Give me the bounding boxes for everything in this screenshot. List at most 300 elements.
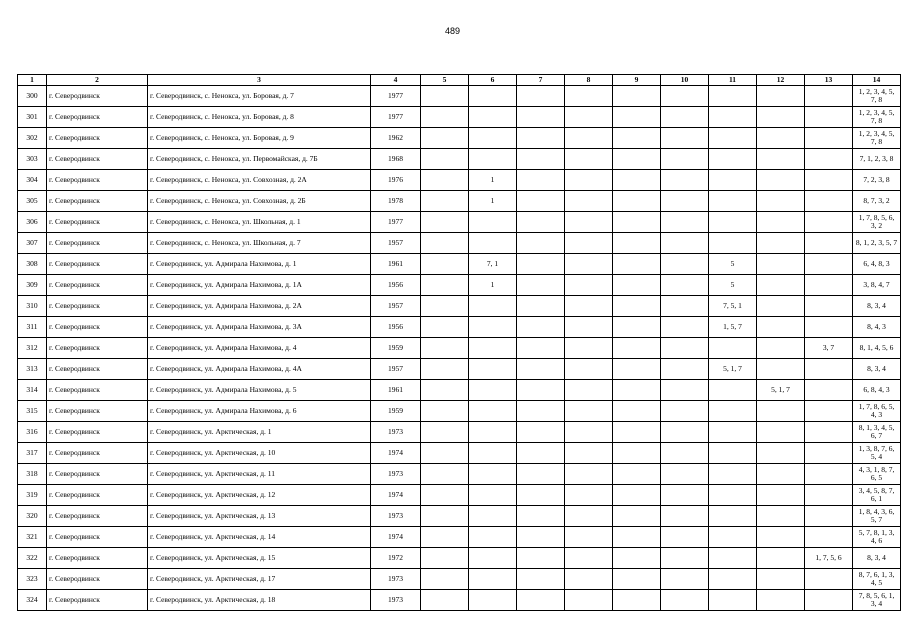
table-cell bbox=[613, 317, 661, 338]
table-cell bbox=[421, 527, 469, 548]
table-cell: 1956 bbox=[371, 317, 421, 338]
table-cell: 1 bbox=[469, 275, 517, 296]
table-cell: 8, 7, 6, 1, 3, 4, 5 bbox=[853, 569, 901, 590]
table-cell bbox=[469, 107, 517, 128]
table-row bbox=[18, 296, 901, 317]
table-cell bbox=[661, 338, 709, 359]
table-cell: г. Северодвинск, ул. Арктическая, д. 10 bbox=[148, 443, 371, 464]
table-cell: г. Северодвинск bbox=[47, 254, 148, 275]
table-cell: 1973 bbox=[371, 464, 421, 485]
table-cell bbox=[421, 464, 469, 485]
table-cell bbox=[421, 485, 469, 506]
table-cell: 8, 4, 3 bbox=[853, 317, 901, 338]
table-row bbox=[18, 170, 901, 191]
table-cell bbox=[613, 506, 661, 527]
table-cell bbox=[421, 338, 469, 359]
table-cell: 316 bbox=[18, 422, 47, 443]
table-cell: г. Северодвинск, с. Ненокса, ул. Первомайская, д. 7Б bbox=[148, 149, 371, 170]
table-cell bbox=[565, 254, 613, 275]
table-cell bbox=[709, 380, 757, 401]
table-cell bbox=[661, 422, 709, 443]
table-cell bbox=[805, 380, 853, 401]
table-cell: г. Северодвинск bbox=[47, 275, 148, 296]
table-cell: 314 bbox=[18, 380, 47, 401]
table-cell bbox=[805, 296, 853, 317]
table-cell bbox=[565, 149, 613, 170]
table-cell bbox=[805, 590, 853, 611]
table-cell bbox=[709, 527, 757, 548]
table-cell: 1, 7, 5, 6 bbox=[805, 548, 853, 569]
table-cell bbox=[805, 317, 853, 338]
table-cell bbox=[565, 212, 613, 233]
table-cell bbox=[517, 485, 565, 506]
table-cell: 3, 4, 5, 8, 7, 6, 1 bbox=[853, 485, 901, 506]
table-cell bbox=[565, 590, 613, 611]
table-cell: 1974 bbox=[371, 485, 421, 506]
table-body bbox=[18, 86, 901, 611]
table-cell bbox=[565, 191, 613, 212]
table-cell: г. Северодвинск, ул. Арктическая, д. 12 bbox=[148, 485, 371, 506]
table-cell: г. Северодвинск bbox=[47, 191, 148, 212]
page-number: 489 bbox=[444, 26, 461, 36]
table-cell bbox=[757, 296, 805, 317]
table-cell bbox=[661, 254, 709, 275]
table-cell: г. Северодвинск, ул. Адмирала Нахимова, д. 5 bbox=[148, 380, 371, 401]
column-header: 2 bbox=[47, 75, 148, 86]
table-cell: 1978 bbox=[371, 191, 421, 212]
table-cell bbox=[757, 338, 805, 359]
table-cell: г. Северодвинск bbox=[47, 485, 148, 506]
table-cell bbox=[517, 506, 565, 527]
table-cell: 1974 bbox=[371, 443, 421, 464]
table-cell bbox=[709, 338, 757, 359]
table-cell bbox=[757, 422, 805, 443]
table-cell: 311 bbox=[18, 317, 47, 338]
table-cell bbox=[469, 548, 517, 569]
table-cell bbox=[661, 401, 709, 422]
table-row bbox=[18, 443, 901, 464]
column-header: 4 bbox=[371, 75, 421, 86]
table-cell bbox=[517, 380, 565, 401]
table-cell bbox=[469, 422, 517, 443]
table-cell: 1977 bbox=[371, 107, 421, 128]
table-cell bbox=[469, 569, 517, 590]
table-cell: г. Северодвинск, ул. Адмирала Нахимова, д. 4А bbox=[148, 359, 371, 380]
table-cell bbox=[613, 569, 661, 590]
table-cell: 8, 1, 3, 4, 5, 6, 7 bbox=[853, 422, 901, 443]
table-cell bbox=[805, 359, 853, 380]
table-cell bbox=[757, 86, 805, 107]
column-header: 11 bbox=[709, 75, 757, 86]
table-cell: г. Северодвинск, с. Ненокса, ул. Боровая, д. 9 bbox=[148, 128, 371, 149]
table-cell bbox=[613, 527, 661, 548]
column-header: 6 bbox=[469, 75, 517, 86]
table-cell: 1, 7, 8, 6, 5, 4, 3 bbox=[853, 401, 901, 422]
table-cell bbox=[757, 170, 805, 191]
table-cell bbox=[469, 128, 517, 149]
table-row bbox=[18, 590, 901, 611]
table-cell bbox=[757, 212, 805, 233]
table-cell: 8, 3, 4 bbox=[853, 548, 901, 569]
table-cell: г. Северодвинск, ул. Адмирала Нахимова, д. 1А bbox=[148, 275, 371, 296]
table-cell bbox=[517, 359, 565, 380]
table-cell bbox=[565, 338, 613, 359]
table-cell bbox=[661, 233, 709, 254]
table-cell: г. Северодвинск bbox=[47, 233, 148, 254]
table-cell bbox=[565, 380, 613, 401]
table-cell bbox=[421, 212, 469, 233]
table-cell bbox=[565, 527, 613, 548]
table-cell bbox=[805, 212, 853, 233]
table-cell: г. Северодвинск, с. Ненокса, ул. Совхозная, д. 2Б bbox=[148, 191, 371, 212]
table-cell bbox=[421, 191, 469, 212]
table-cell bbox=[469, 527, 517, 548]
table-cell: г. Северодвинск, с. Ненокса, ул. Боровая, д. 7 bbox=[148, 86, 371, 107]
column-header: 10 bbox=[661, 75, 709, 86]
table-cell: 317 bbox=[18, 443, 47, 464]
table-cell: 1, 5, 7 bbox=[709, 317, 757, 338]
table-cell: г. Северодвинск bbox=[47, 107, 148, 128]
table-cell: г. Северодвинск, с. Ненокса, ул. Совхозная, д. 2А bbox=[148, 170, 371, 191]
table-cell bbox=[469, 443, 517, 464]
table-row bbox=[18, 317, 901, 338]
table-cell: 5, 7, 8, 1, 3, 4, 6 bbox=[853, 527, 901, 548]
table-cell bbox=[565, 170, 613, 191]
table-cell bbox=[613, 275, 661, 296]
table-cell bbox=[469, 317, 517, 338]
table-cell: г. Северодвинск, ул. Адмирала Нахимова, д. 3А bbox=[148, 317, 371, 338]
table-cell bbox=[805, 506, 853, 527]
table-cell bbox=[565, 359, 613, 380]
table-cell: г. Северодвинск bbox=[47, 296, 148, 317]
table-cell bbox=[661, 485, 709, 506]
table-cell bbox=[421, 380, 469, 401]
table-cell bbox=[805, 233, 853, 254]
table-cell bbox=[805, 107, 853, 128]
table-cell bbox=[661, 212, 709, 233]
column-header: 8 bbox=[565, 75, 613, 86]
table-cell: 8, 3, 4 bbox=[853, 296, 901, 317]
table-cell bbox=[757, 464, 805, 485]
table-cell bbox=[517, 212, 565, 233]
table-cell: 302 bbox=[18, 128, 47, 149]
table-cell bbox=[709, 443, 757, 464]
table-cell bbox=[661, 296, 709, 317]
table-cell bbox=[421, 86, 469, 107]
table-row bbox=[18, 212, 901, 233]
table-cell bbox=[469, 296, 517, 317]
table-cell: г. Северодвинск bbox=[47, 359, 148, 380]
table-cell: г. Северодвинск, ул. Арктическая, д. 1 bbox=[148, 422, 371, 443]
column-header: 7 bbox=[517, 75, 565, 86]
table-cell bbox=[421, 128, 469, 149]
table-cell bbox=[805, 86, 853, 107]
table-cell: 1, 7, 8, 5, 6, 3, 2 bbox=[853, 212, 901, 233]
table-cell bbox=[517, 401, 565, 422]
table-cell bbox=[805, 191, 853, 212]
table-cell: 6, 4, 8, 3 bbox=[853, 254, 901, 275]
table-cell bbox=[757, 401, 805, 422]
table-cell bbox=[421, 149, 469, 170]
table-cell bbox=[517, 569, 565, 590]
table-cell: 1, 8, 4, 3, 6, 5, 7 bbox=[853, 506, 901, 527]
table-cell bbox=[565, 443, 613, 464]
header-row bbox=[18, 75, 901, 86]
table-cell: 1956 bbox=[371, 275, 421, 296]
table-cell bbox=[517, 464, 565, 485]
table-cell: г. Северодвинск, с. Ненокса, ул. Боровая, д. 8 bbox=[148, 107, 371, 128]
table-cell bbox=[757, 485, 805, 506]
table-cell bbox=[469, 359, 517, 380]
table-cell bbox=[661, 149, 709, 170]
table-cell: 301 bbox=[18, 107, 47, 128]
table-cell bbox=[757, 191, 805, 212]
table-cell bbox=[517, 422, 565, 443]
table-cell: 315 bbox=[18, 401, 47, 422]
column-header: 14 bbox=[853, 75, 901, 86]
table-cell bbox=[517, 443, 565, 464]
column-header: 12 bbox=[757, 75, 805, 86]
table-cell bbox=[661, 128, 709, 149]
table-cell: 1962 bbox=[371, 128, 421, 149]
table-cell bbox=[613, 338, 661, 359]
table-cell bbox=[661, 443, 709, 464]
table-cell: г. Северодвинск, ул. Арктическая, д. 14 bbox=[148, 527, 371, 548]
table-cell: г. Северодвинск bbox=[47, 86, 148, 107]
table-cell: г. Северодвинск bbox=[47, 149, 148, 170]
table-cell: 307 bbox=[18, 233, 47, 254]
table-cell bbox=[613, 233, 661, 254]
table-cell bbox=[757, 128, 805, 149]
table-cell: г. Северодвинск, ул. Арктическая, д. 11 bbox=[148, 464, 371, 485]
table-cell bbox=[757, 254, 805, 275]
table-cell: 1977 bbox=[371, 86, 421, 107]
table-cell bbox=[661, 527, 709, 548]
table-cell: 1972 bbox=[371, 548, 421, 569]
table-cell bbox=[709, 506, 757, 527]
table-cell: 3, 8, 4, 7 bbox=[853, 275, 901, 296]
table-cell bbox=[469, 401, 517, 422]
table-cell bbox=[661, 359, 709, 380]
table-cell: г. Северодвинск bbox=[47, 527, 148, 548]
table-cell bbox=[805, 485, 853, 506]
table-cell bbox=[757, 359, 805, 380]
table-cell bbox=[565, 296, 613, 317]
table-cell bbox=[805, 401, 853, 422]
table-cell bbox=[517, 191, 565, 212]
table-cell bbox=[613, 212, 661, 233]
table-cell: 1959 bbox=[371, 401, 421, 422]
column-header: 5 bbox=[421, 75, 469, 86]
table-cell bbox=[661, 569, 709, 590]
table-cell bbox=[613, 464, 661, 485]
table-cell bbox=[469, 506, 517, 527]
table-cell bbox=[805, 443, 853, 464]
table-cell bbox=[565, 401, 613, 422]
table-cell bbox=[565, 107, 613, 128]
table-cell: 3, 7 bbox=[805, 338, 853, 359]
table-cell bbox=[709, 233, 757, 254]
table-cell: 1976 bbox=[371, 170, 421, 191]
table-row bbox=[18, 107, 901, 128]
table-row bbox=[18, 506, 901, 527]
table-cell: г. Северодвинск bbox=[47, 401, 148, 422]
table-cell: г. Северодвинск, ул. Адмирала Нахимова, д. 1 bbox=[148, 254, 371, 275]
table-cell bbox=[757, 548, 805, 569]
table-cell bbox=[757, 233, 805, 254]
table-cell bbox=[421, 506, 469, 527]
table-cell: 1, 3, 8, 7, 6, 5, 4 bbox=[853, 443, 901, 464]
table-cell bbox=[565, 548, 613, 569]
table-cell bbox=[421, 107, 469, 128]
table-cell: 7, 5, 1 bbox=[709, 296, 757, 317]
table-cell bbox=[661, 317, 709, 338]
table-cell bbox=[709, 128, 757, 149]
table-cell: 8, 1, 4, 5, 6 bbox=[853, 338, 901, 359]
table-cell: г. Северодвинск bbox=[47, 170, 148, 191]
table-cell: 5 bbox=[709, 275, 757, 296]
table-cell: 1957 bbox=[371, 296, 421, 317]
table-row bbox=[18, 191, 901, 212]
table-cell: 5, 1, 7 bbox=[709, 359, 757, 380]
table-cell bbox=[565, 569, 613, 590]
table-cell bbox=[709, 401, 757, 422]
table-cell: г. Северодвинск, ул. Арктическая, д. 18 bbox=[148, 590, 371, 611]
table-cell: 310 bbox=[18, 296, 47, 317]
table-row bbox=[18, 275, 901, 296]
table-cell bbox=[517, 107, 565, 128]
table-cell bbox=[613, 443, 661, 464]
table-row bbox=[18, 128, 901, 149]
table-cell bbox=[421, 317, 469, 338]
table-cell bbox=[517, 296, 565, 317]
table-cell bbox=[613, 548, 661, 569]
table-cell bbox=[421, 443, 469, 464]
table-row bbox=[18, 569, 901, 590]
table-cell: 313 bbox=[18, 359, 47, 380]
table-cell: г. Северодвинск bbox=[47, 464, 148, 485]
table-cell bbox=[517, 275, 565, 296]
table-cell bbox=[805, 464, 853, 485]
table-cell bbox=[517, 317, 565, 338]
table-cell bbox=[421, 170, 469, 191]
table-cell bbox=[757, 527, 805, 548]
table-cell bbox=[469, 149, 517, 170]
table-cell bbox=[661, 191, 709, 212]
table-cell bbox=[805, 170, 853, 191]
table-cell bbox=[565, 275, 613, 296]
table-cell bbox=[565, 86, 613, 107]
table-row bbox=[18, 233, 901, 254]
table-header bbox=[18, 75, 901, 86]
table-cell bbox=[757, 149, 805, 170]
table-cell bbox=[469, 485, 517, 506]
table-cell: г. Северодвинск bbox=[47, 569, 148, 590]
table-cell: 304 bbox=[18, 170, 47, 191]
table-cell bbox=[709, 149, 757, 170]
table-cell bbox=[565, 506, 613, 527]
table-cell: 321 bbox=[18, 527, 47, 548]
table-cell bbox=[565, 464, 613, 485]
table-cell bbox=[661, 464, 709, 485]
table-cell: 7, 1, 2, 3, 8 bbox=[853, 149, 901, 170]
table-cell bbox=[613, 380, 661, 401]
table-cell bbox=[613, 254, 661, 275]
table-row bbox=[18, 149, 901, 170]
table-cell bbox=[613, 401, 661, 422]
table-cell bbox=[517, 86, 565, 107]
table-cell: 303 bbox=[18, 149, 47, 170]
table-cell bbox=[421, 296, 469, 317]
table-cell bbox=[757, 107, 805, 128]
table-cell bbox=[565, 317, 613, 338]
table-cell bbox=[757, 506, 805, 527]
table-cell bbox=[613, 128, 661, 149]
table-cell: 320 bbox=[18, 506, 47, 527]
table-cell bbox=[709, 212, 757, 233]
table-cell bbox=[469, 86, 517, 107]
table-cell: 1974 bbox=[371, 527, 421, 548]
table-cell: г. Северодвинск bbox=[47, 338, 148, 359]
table-cell: 4, 3, 1, 8, 7, 6, 5 bbox=[853, 464, 901, 485]
table-cell bbox=[421, 275, 469, 296]
table-cell bbox=[661, 590, 709, 611]
column-header: 3 bbox=[148, 75, 371, 86]
table-cell: г. Северодвинск bbox=[47, 506, 148, 527]
table-cell bbox=[517, 548, 565, 569]
table-cell: г. Северодвинск, с. Ненокса, ул. Школьная, д. 1 bbox=[148, 212, 371, 233]
table-cell: 1, 2, 3, 4, 5, 7, 8 bbox=[853, 128, 901, 149]
table-cell bbox=[757, 317, 805, 338]
table-cell: 5 bbox=[709, 254, 757, 275]
table-cell bbox=[421, 569, 469, 590]
table-cell: г. Северодвинск, ул. Адмирала Нахимова, д. 6 bbox=[148, 401, 371, 422]
table-cell bbox=[421, 254, 469, 275]
table-cell bbox=[565, 422, 613, 443]
table-cell bbox=[709, 485, 757, 506]
table-cell bbox=[805, 128, 853, 149]
table-cell bbox=[805, 527, 853, 548]
table-cell: 1959 bbox=[371, 338, 421, 359]
table-cell bbox=[613, 422, 661, 443]
table-cell bbox=[565, 128, 613, 149]
table-cell bbox=[709, 464, 757, 485]
table-cell bbox=[469, 590, 517, 611]
table-row bbox=[18, 86, 901, 107]
table-cell: г. Северодвинск, ул. Арктическая, д. 15 bbox=[148, 548, 371, 569]
table-row bbox=[18, 254, 901, 275]
column-header: 9 bbox=[613, 75, 661, 86]
table-cell: 1 bbox=[469, 191, 517, 212]
table-cell: 312 bbox=[18, 338, 47, 359]
table-cell bbox=[709, 548, 757, 569]
table-cell: 5, 1, 7 bbox=[757, 380, 805, 401]
table-cell bbox=[613, 191, 661, 212]
table-cell: 309 bbox=[18, 275, 47, 296]
table-cell bbox=[613, 107, 661, 128]
table-cell: 7, 1 bbox=[469, 254, 517, 275]
table-cell bbox=[709, 569, 757, 590]
table-cell: г. Северодвинск bbox=[47, 590, 148, 611]
table-cell: 1957 bbox=[371, 233, 421, 254]
table-cell: 1, 2, 3, 4, 5, 7, 8 bbox=[853, 86, 901, 107]
table-cell bbox=[805, 275, 853, 296]
table-cell bbox=[517, 128, 565, 149]
table-cell bbox=[757, 569, 805, 590]
table-row bbox=[18, 485, 901, 506]
table-cell: 319 bbox=[18, 485, 47, 506]
table-row bbox=[18, 401, 901, 422]
